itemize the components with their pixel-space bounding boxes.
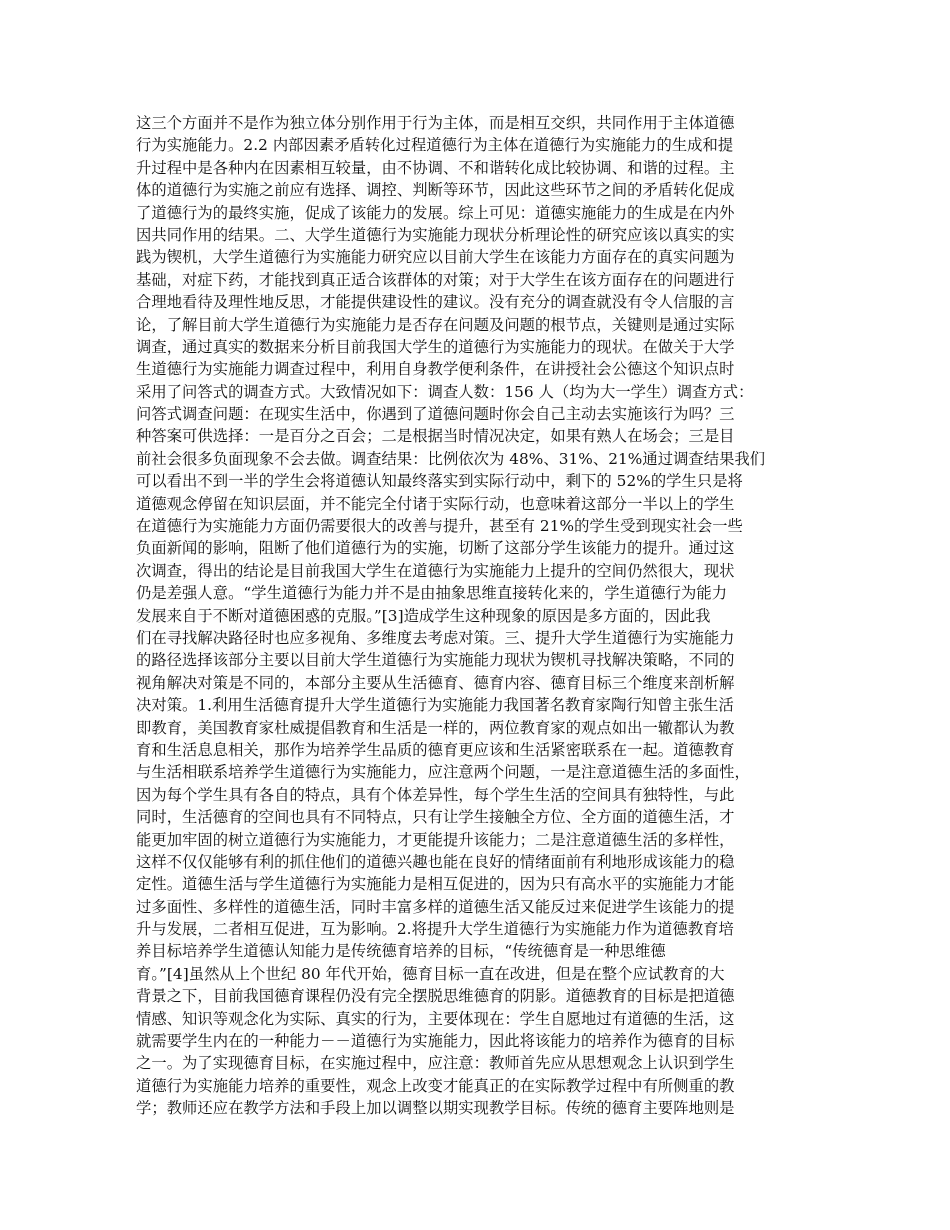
text-line: 道德观念停留在知识层面，并不能完全付诸于实际行动，也意味着这部分一半以上的学生 xyxy=(136,494,735,513)
text-line: 论，了解目前大学生道德行为实施能力是否存在问题及问题的根节点，关键则是通过实际 xyxy=(136,315,735,334)
text-line: 视角解决对策是不同的，本部分主要从生活德育、德育内容、德育目标三个维度来剖析解 xyxy=(136,673,735,692)
text-line: 因为每个学生具有各自的特点，具有个体差异性，每个学生生活的空间具有独特性，与此 xyxy=(136,785,735,804)
text-line: 行为实施能力。2.2 内部因素矛盾转化过程道德行为主体在道德行为实施能力的生成和提 xyxy=(136,136,734,155)
text-line: 前社会很多负面现象不会去做。调查结果：比例依次为 48%、31%、21%通过调查结果我们 xyxy=(136,449,766,468)
text-line: 之一。为了实现德育目标，在实施过程中，应注意：教师首先应从思想观念上认识到学生 xyxy=(136,1054,735,1073)
text-line: 因共同作用的结果。二、大学生道德行为实施能力现状分析理论性的研究应该以真实的实 xyxy=(136,225,735,244)
text-line: 发展来自于不断对道德困惑的克服。”[3]造成学生这种现象的原因是多方面的，因此我 xyxy=(136,606,711,625)
text-line: 这三个方面并不是作为独立体分别作用于行为主体，而是相互交织，共同作用于主体道德 xyxy=(136,114,735,132)
text-line: 背景之下，目前我国德育课程仍没有完全摆脱思维德育的阴影。道德教育的目标是把道德 xyxy=(136,987,735,1006)
text-line: 可以看出不到一半的学生会将道德认知最终落实到实际行动中，剩下的 52%的学生只是将 xyxy=(136,472,743,491)
text-line: 能更加牢固的树立道德行为实施能力，才更能提升该能力；二是注意道德生活的多样性， xyxy=(136,830,735,849)
text-line: 调查，通过真实的数据来分析目前我国大学生的道德行为实施能力的现状。在做关于大学 xyxy=(136,337,735,356)
text-line: 过多面性、多样性的道德生活，同时丰富多样的道德生活又能反过来促进学生该能力的提 xyxy=(136,897,735,916)
text-line: 了道德行为的最终实施，促成了该能力的发展。综上可见：道德实施能力的生成是在内外 xyxy=(136,203,735,222)
text-line: 在道德行为实施能力方面仍需要很大的改善与提升，甚至有 21%的学生受到现实社会一些 xyxy=(136,517,743,536)
text-line: 学；教师还应在教学方法和手段上加以调整以期实现教学目标。传统的德育主要阵地则是 xyxy=(136,1099,735,1118)
text-line: 基础，对症下药，才能找到真正适合该群体的对策；对于大学生在该方面存在的问题进行 xyxy=(136,270,735,289)
text-line: 仍是差强人意。“学生道德行为能力并不是由抽象思维直接转化来的，学生道德行为能力 xyxy=(136,584,728,603)
text-line: 养目标培养学生道德认知能力是传统德育培养的目标，“传统德育是一种思维德 xyxy=(136,942,666,961)
text-line: 定性。道德生活与学生道德行为实施能力是相互促进的，因为只有高水平的实施能力才能 xyxy=(136,875,735,894)
text-line: 决对策。1.利用生活德育提升大学生道德行为实施能力我国著名教育家陶行知曾主张生活 xyxy=(136,696,734,715)
text-line: 这样不仅仅能够有利的抓住他们的道德兴趣也能在良好的情绪面前有利地形成该能力的稳 xyxy=(136,852,735,871)
text-line: 即教育，美国教育家杜威提倡教育和生活是一样的，两位教育家的观点如出一辙都认为教 xyxy=(136,718,735,737)
text-line: 体的道德行为实施之前应有选择、调控、判断等环节，因此这些环节之间的矛盾转化促成 xyxy=(136,181,735,200)
text-line: 种答案可供选择：一是百分之百会；二是根据当时情况决定，如果有熟人在场会；三是目 xyxy=(136,427,735,446)
text-line: 育和生活息息相关，那作为培养学生品质的德育更应该和生活紧密联系在一起。道德教育 xyxy=(136,740,735,759)
text-line: 升过程中是各种内在因素相互较量，由不协调、不和谐转化成比较协调、和谐的过程。主 xyxy=(136,158,735,177)
text-line: 生道德行为实施能力调查过程中，利用自身教学便利条件，在讲授社会公德这个知识点时 xyxy=(136,360,735,379)
text-line: 升与发展，二者相互促进，互为影响。2.将提升大学生道德行为实施能力作为道德教育培 xyxy=(136,920,734,939)
text-line: 的路径选择该部分主要以目前大学生道德行为实施能力现状为锲机寻找解决策略，不同的 xyxy=(136,651,735,670)
body-text xyxy=(136,112,816,1120)
text-line: 践为锲机，大学生道德行为实施能力研究应以目前大学生在该能力方面存在的真实问题为 xyxy=(136,248,735,267)
text-line: 们在寻找解决路径时也应多视角、多维度去考虑对策。三、提升大学生道德行为实施能力 xyxy=(136,628,735,647)
text-line: 就需要学生内在的一种能力－－道德行为实施能力，因此将该能力的培养作为德育的目标 xyxy=(136,1032,735,1051)
text-line: 道德行为实施能力培养的重要性，观念上改变才能真正的在实际教学过程中有所侧重的教 xyxy=(136,1076,735,1095)
text-line: 育。”[4]虽然从上个世纪 80 年代开始，德育目标一直在改进，但是在整个应试教育的大 xyxy=(136,964,725,983)
text-line: 情感、知识等观念化为实际、真实的行为，主要体现在：学生自愿地过有道德的生活，这 xyxy=(136,1009,735,1028)
text-line: 采用了问答式的调查方式。大致情况如下：调查人数：156 人（均为大一学生）调查方式： xyxy=(136,382,754,401)
text-line: 同时，生活德育的空间也具有不同特点，只有让学生接触全方位、全方面的道德生活，才 xyxy=(136,808,735,827)
text-line: 与生活相联系培养学生道德行为实施能力，应注意两个问题，一是注意道德生活的多面性， xyxy=(136,763,750,782)
text-line: 合理地看待及理性地反思，才能提供建设性的建议。没有充分的调查就没有令人信服的言 xyxy=(136,293,735,312)
text-line: 次调查，得出的结论是目前我国大学生在道德行为实施能力上提升的空间仍然很大，现状 xyxy=(136,561,735,580)
text-line: 问答式调查问题：在现实生活中，你遇到了道德问题时你会自己主动去实施该行为吗？三 xyxy=(136,405,735,424)
text-line: 负面新闻的影响，阻断了他们道德行为的实施，切断了这部分学生该能力的提升。通过这 xyxy=(136,539,735,558)
